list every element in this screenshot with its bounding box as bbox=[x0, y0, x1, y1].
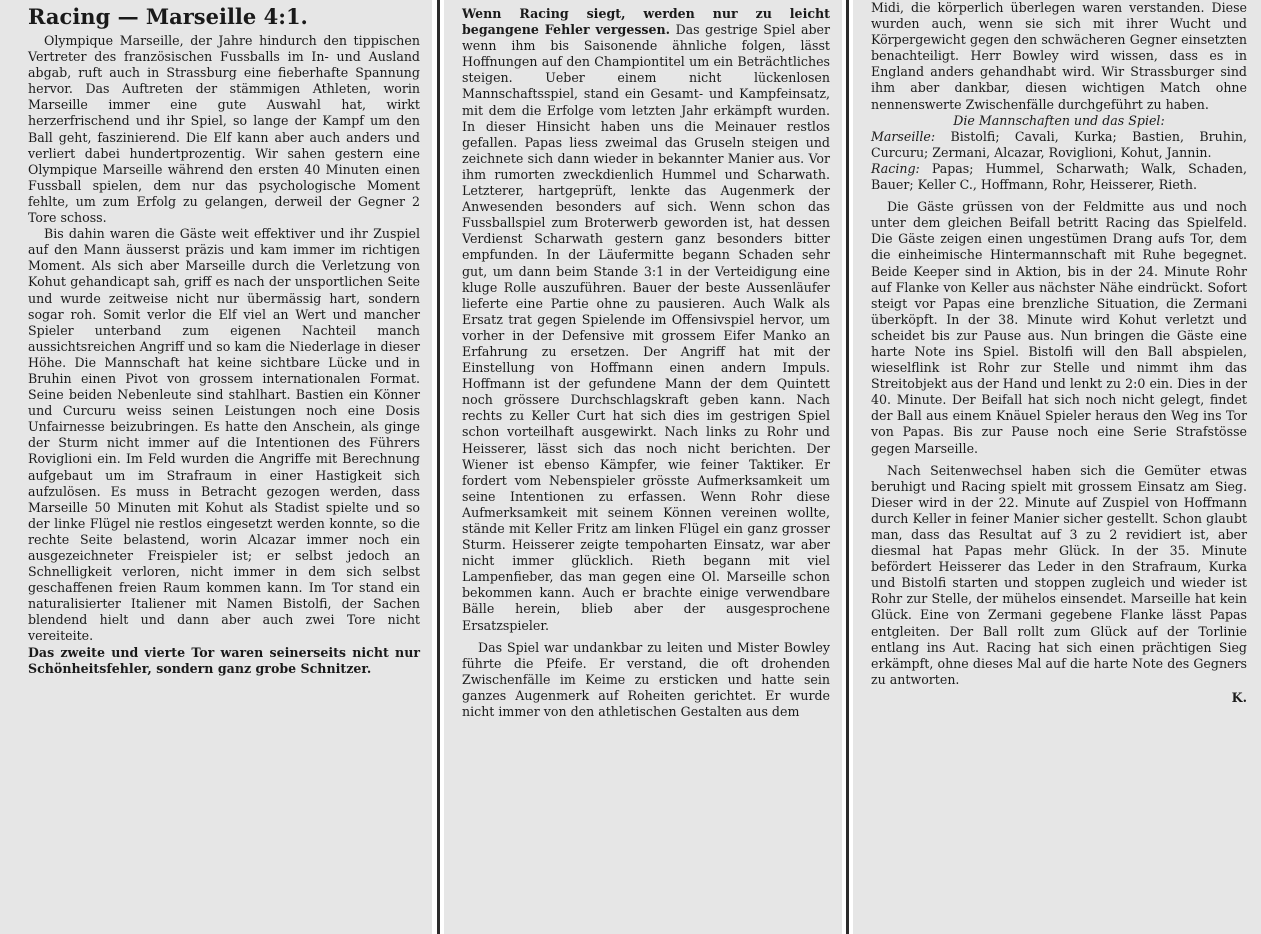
paragraph-second-half: Nach Seitenwechsel haben sich die Gemüter etwas beruhigt und Racing spielt mit grossem Einsatz am Sieg. Dieser wird in der 22. Minute auf Zuspiel von Hoffmann durch Keller in feiner Manier sicher gestellt. Schon glaubt man, dass das Resultat auf 3 zu 2 revidiert ist, aber diesmal hat Papas mehr Glück. In der 35. Minute befördert Heisserer das Leder in den Strafraum, Kurka und Bistolfi starten und stoppen zugleich und wieder ist Rohr zur Stelle, der mühelos einsendet. Marseille hat kein Glück. Eine von Zermani gegebene Flanke lässt Papas entgleiten. Der Ball rollt zum Glück auf der Torlinie entlang ins Aut. Racing hat sich einen prächtigen Sieg erkämpft, ohne dieses Mal auf die harte Note des Gegners zu antworten. bbox=[871, 462, 1247, 687]
paragraph-intro: Olympique Marseille, der Jahre hindurch den tippischen Vertreter des französischen Fussballs im In- und Ausland abgab, ruft auch in Strassburg eine fieberhafte Spannung hervor. Das Auftreten der stämmigen Athleten, worin Marseille immer eine gute Auswahl hat, wirkt herzerfrischend und ihr Spiel, so lange der Kampf um den Ball geht, faszinierend. Die Elf kann aber auch anders und verliert dabei hundertprozentig. Wir sahen gestern eine Olympique Marseille während den ersten 40 Minuten einen Fussball spielen, dem nur das psychologische Moment fehlte, um zum Erfolg zu gelangen, derweil der Gegner 2 Tore schoss. bbox=[28, 33, 420, 226]
paragraph-racing-analysis: Das gestrige Spiel aber wenn ihm bis Saisonende ähnliche folgen, lässt Hoffnungen auf den Championtitel um ein Beträchtliches steigen. Ueber einem nicht lückenlosen Mannschaftsspiel, stand ein Gesamt- und Kampfeinsatz, mit dem die Erfolge vom letzten Jahr erkämpft wurden. In dieser Hinsicht haben uns die Meinauer restlos gefallen. Papas liess zweimal das Gruseln steigen und zeichnete sich dann wieder in bekannter Manier aus. Vor ihm rumorten zweckdienlich Hummel und Scharwath. Letzterer, hartgeprüft, lenkte das Augenmerk der Anwesenden besonders auf sich. Wenn schon das Fussballspiel zum Broterwerb geworden ist, hat dessen Verdienst Scharwath gestern ganz besonders bitter empfunden. In der Läufermitte begann Schaden sehr gut, um dann beim Stande 3:1 in der Verteidigung eine kluge Rolle auszuführen. Bauer der beste Aussenläufer lieferte eine Partie ohne zu pausieren. Auch Walk als Ersatz trat gegen Spielende im Offensivspiel hervor, um vorher in der Defensive mit grossem Eifer Manko an Erfahrung zu ersetzen. Der Angriff hat mit der Einstellung von Hoffmann einen andern Impuls. Hoffmann ist der gefundene Mann der dem Quintett noch grössere Durchschlagskraft geben kann. Nach rechts zu Keller Curt hat sich dies im gestrigen Spiel schon vorteilhaft ausgewirkt. Nach links zu Rohr und Heisserer, lässt sich das noch nicht berichten. Der Wiener ist ebenso Kämpfer, wie feiner Taktiker. Er fordert vom Nebenspieler grösste Aufmerksamkeit um seine Intentionen zu erfassen. Wenn Rohr diese Aufmerksamkeit mit seinem Können vereinen wollte, stände mit Keller Fritz am linken Flügel ein ganz grosser Sturm. Heisserer zeigte tempoharten Einsatz, war aber nicht immer glücklich. Rieth begann mit viel Lampenfieber, das man gegen eine Ol. Marseille schon bekommen kann. Auch er brachte einige verwendbare Bälle herein, blieb aber der ausgesprochene Ersatzspieler. bbox=[462, 22, 830, 633]
lineup-marseille-players: Bistolfi; Cavali, Kurka; Bastien, Bruhin, Curcuru; Zermani, Alcazar, Roviglioni, Kohut, Jannin. bbox=[871, 128, 1247, 160]
paragraph-analysis: Bis dahin waren die Gäste weit effektiver und ihr Zuspiel auf den Mann äusserst präzis und kam immer im richtigen Moment. Als sich aber Marseille durch die Verletzung von Kohut gehandicapt sah, griff es nach der unsportlichen Seite und wurde zeitweise nicht nur übermässig hart, sondern sogar roh. Somit verlor die Elf viel an Wert und mancher Spieler unterband zum eigenen Nachteil manch aussichtsreichen Angriff und so kam die Niederlage in dieser Höhe. Die Mannschaft hat keine sichtbare Lücke und in Bruhin einen Pivot von grossem internationalen Format. Seine beiden Nebenleute sind stahlhart. Bastien ein Könner und Curcuru weiss seinen Leistungen noch eine Dosis Unfairnesse beizubringen. Es hatte den Anschein, als ginge der Sturm nicht immer auf die Intentionen des Führers Roviglioni ein. Im Feld wurden die Angriffe mit Berechnung aufgebaut um im Strafraum in einer Hastigkeit sich aufzulösen. Es muss in Betracht gezogen werden, dass Marseille 50 Minuten mit Kohut als Stadist spielte und so der linke Flügel nie restlos eingesetzt werden konnte, so die rechte Seite belastend, worin Alcazar immer noch ein ausgezeichneter Freispieler ist; er selbst jedoch an Schnelligkeit verloren, nicht immer in dem sich selbst geschaffenen freien Raum kommen kann. Im Tor stand ein naturalisierter Italiener mit Namen Bistolfi, der Sachen blendend hielt und dann aber auch zwei Tore nicht vereiteite. bbox=[28, 226, 420, 644]
lineup-racing-players: Papas; Hummel, Scharwath; Walk, Schaden, Bauer; Keller C., Hoffmann, Rohr, Heisserer, Rieth. bbox=[871, 160, 1247, 193]
lineup-marseille bbox=[871, 129, 1247, 161]
lineup-racing bbox=[871, 161, 1247, 193]
column-3 bbox=[853, 0, 1261, 934]
article-headline: Racing — Marseille 4:1. bbox=[28, 4, 308, 29]
column-1 bbox=[0, 0, 432, 934]
paragraph-referee-continued: Midi, die körperlich überlegen waren verstanden. Diese wurden auch, wenn sie sich mit ihrer Wucht und Körpergewicht gegen den schwächeren Gegner einsetzten benachteiligt. Herr Bowley wird wissen, dass es in England anders gehandhabt wird. Wir Strassburger sind ihm aber dankbar, diesen wichtigen Match ohne nennenswerte Zwischenfälle durchgeführt zu haben. bbox=[871, 0, 1247, 112]
paragraph-racing-wins-lead: Wenn Racing siegt, werden nur zu leicht begangene Fehler vergessen. bbox=[462, 6, 830, 38]
column-divider-1 bbox=[437, 0, 440, 934]
paragraph-referee: Das Spiel war undankbar zu leiten und Mister Bowley führte die Pfeife. Er verstand, die oft drohenden Zwischenfälle im Keime zu ersticken und hatte sein ganzes Augenmerk auf Roheiten gerichtet. Er wurde nicht immer von den athletischen Gestalten aus dem bbox=[462, 639, 830, 720]
column-2 bbox=[444, 0, 842, 934]
lineup-racing-label: Racing: bbox=[871, 160, 920, 176]
column-divider-2 bbox=[846, 0, 849, 934]
paragraph-first-half: Die Gäste grüssen von der Feldmitte aus und noch unter dem gleichen Beifall betritt Racing das Spielfeld. Die Gäste zeigen einen ungestümen Drang aufs Tor, dem die einheimische Hintermannschaft mit Ruhe begegnet. Beide Keeper sind in Aktion, bis in der 24. Minute Rohr auf Flanke von Keller aus nächster Nähe eindrückt. Sofort steigt vor Papas eine brenzliche Situation, die Zermani überköpft. In der 38. Minute wird Kohut verletzt und scheidet bis zur Pause aus. Nun bringen die Gäste eine harte Note ins Spiel. Bistolfi will den Ball abspielen, wieselflink ist Rohr zur Stelle und nimmt ihm das Streitobjekt aus der Hand und lenkt zu 2:0 ein. Dies in der 40. Minute. Der Beifall hat sich noch nicht gelegt, findet der Ball aus einem Knäuel Spieler heraus den Weg ins Tor von Papas. Bis zur Pause noch eine Serie Strafstösse gegen Marseille. bbox=[871, 199, 1247, 456]
author-signature: K. bbox=[1231, 689, 1247, 705]
paragraph-goalkeeper-errors: Das zweite und vierte Tor waren seinerseits nicht nur Schönheitsfehler, sondern ganz grobe Schnitzer. bbox=[28, 644, 420, 676]
lineup-marseille-label: Marseille: bbox=[871, 128, 936, 144]
lineups-subhead: Die Mannschaften und das Spiel: bbox=[953, 112, 1165, 128]
